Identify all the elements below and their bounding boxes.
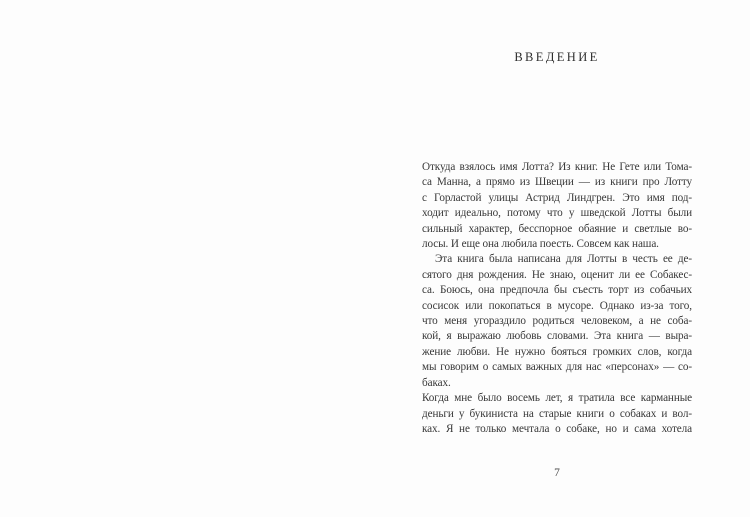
text-line: с Горластой улицы Астрид Линдгрен. Это имя под- xyxy=(422,191,692,204)
text-line: Когда мне было восемь лет, я тратила все карманные xyxy=(422,392,692,405)
text-line: са. Боюсь, она предпочла бы съесть торт из собачьих xyxy=(422,284,692,297)
text-line: сильный характер, бесспорное обаяние и светлые во- xyxy=(422,222,692,235)
text-line: мы говорим о самых важных для нас «персонах» — со- xyxy=(422,361,692,374)
text-line: что меня угораздило родиться человеком, а не соба- xyxy=(422,315,692,328)
text-line: са Манна, а прямо из Швеции — из книги про Лотту xyxy=(422,176,692,189)
text-line: баках. xyxy=(422,376,451,389)
text-line: деньги у букиниста на старые книги о собаках и вол- xyxy=(422,407,692,420)
text-line: Эта книга была написана для Лотты в честь ее де- xyxy=(435,253,692,266)
text-line: кой, я выражаю любовь словами. Эта книга — выра- xyxy=(422,330,692,343)
body-text xyxy=(422,160,692,437)
text-line: сятого дня рождения. Не знаю, оценит ли ее Собакес- xyxy=(422,268,692,281)
text-line: ходит идеально, потому что у шведской Лотты были xyxy=(422,207,692,220)
text-line: сосисок или покопаться в мусоре. Однако из-за того, xyxy=(422,299,692,312)
chapter-title: ВВЕДЕНИЕ xyxy=(514,50,600,64)
text-line: жение любви. Не нужно бояться громких слов, когда xyxy=(422,345,692,358)
text-line: лосы. И еще она любила поесть. Совсем как наша. xyxy=(422,238,659,251)
text-line: Откуда взялось имя Лотта? Из книг. Не Гете или Тома- xyxy=(422,161,692,173)
text-line: ках. Я не только мечтала о собаке, но и сама хотела xyxy=(422,422,692,435)
page-number: 7 xyxy=(554,467,560,479)
